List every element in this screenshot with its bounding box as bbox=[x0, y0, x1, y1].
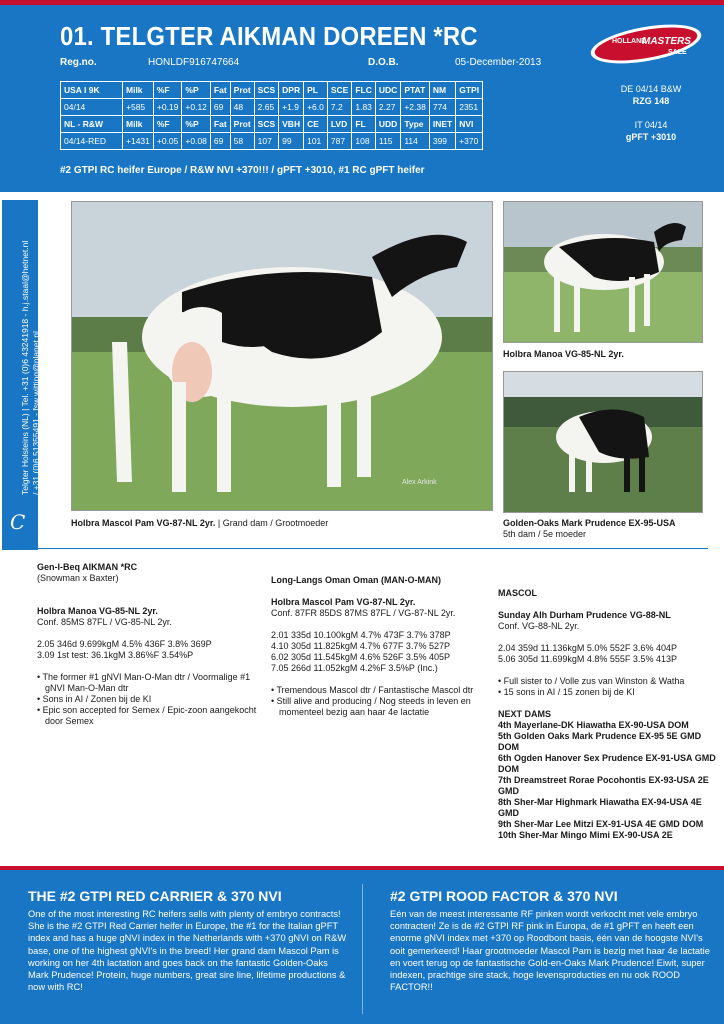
table-cell: 99 bbox=[279, 133, 304, 150]
table-cell: +1431 bbox=[123, 133, 154, 150]
table-cell: +0.08 bbox=[182, 133, 211, 150]
list-item: • Tremendous Mascol dtr / Fantastische Mascol dtr bbox=[271, 685, 486, 696]
col1-dam: Holbra Manoa VG-85-NL 2yr. bbox=[37, 606, 158, 616]
table-cell: %P bbox=[182, 116, 211, 133]
logo-text-top: HOLLAND bbox=[612, 38, 647, 45]
page-title: 01. TELGTER AIKMAN DOREEN *RC bbox=[60, 21, 478, 51]
col2-lact-1: 2.01 335d 10.100kgM 4.7% 473F 3.7% 378P bbox=[271, 630, 451, 640]
col2-sire: Long-Langs Oman Oman (MAN-O-MAN) bbox=[271, 575, 441, 585]
table-cell: PL bbox=[304, 82, 328, 99]
table-cell: DPR bbox=[279, 82, 304, 99]
col2-lact-2: 4.10 305d 11.825kgM 4.7% 677F 3.7% 527P bbox=[271, 641, 450, 651]
next-dams-title: NEXT DAMS bbox=[498, 709, 552, 719]
footer-left-text: One of the most interesting RC heifers sells with plenty of embryo contracts! She is the #2 GTPI Red Carrier heifer in Europe, the #1 for the Italian gPFT index and has a huge gNVI index in the Netherlands with +370 gNVI on R&W base, one of the highest gNVI's in the breed! Her grand dam Mascol Pam is working on her 4th lactation and goes back on the fantastic Golden-Oaks Mark Prudence! Protein, huge numbers, great sire line, lifetime productions & now with RC! bbox=[28, 909, 347, 993]
table-cell: +585 bbox=[123, 99, 154, 116]
de-index-value: RZG 148 bbox=[632, 96, 670, 106]
contact-line-2: / +31 (0)6 51355491 - fsw.witting@planet.nl bbox=[31, 331, 41, 495]
col3-bullets bbox=[498, 676, 718, 698]
table-cell: 2.27 bbox=[375, 99, 400, 116]
header-panel bbox=[0, 5, 724, 192]
table-cell: 108 bbox=[352, 133, 376, 150]
table-cell: +2.38 bbox=[401, 99, 430, 116]
table-cell: +370 bbox=[456, 133, 483, 150]
table-cell: 2351 bbox=[456, 99, 483, 116]
table-row bbox=[61, 99, 483, 116]
table-cell: 7.2 bbox=[327, 99, 351, 116]
list-item: • Sons in AI / Zonen bij de KI bbox=[37, 694, 257, 705]
table-cell: Milk bbox=[123, 82, 154, 99]
table-row bbox=[61, 116, 483, 133]
col3-lact-1: 2.04 359d 11.136kgM 5.0% 552F 3.6% 404P bbox=[498, 643, 677, 653]
table-cell: +0.12 bbox=[182, 99, 211, 116]
main-photo bbox=[71, 201, 493, 511]
telgter-logo-icon: C bbox=[10, 510, 26, 534]
col1-bullets bbox=[37, 672, 257, 727]
main-photo-caption bbox=[71, 518, 493, 529]
table-cell: 787 bbox=[327, 133, 351, 150]
next-dam-4: 4th Mayerlane-DK Hiawatha EX-90-USA DOM bbox=[498, 720, 689, 730]
table-cell: FLC bbox=[352, 82, 376, 99]
next-dam-9: 9th Sher-Mar Lee Mitzi EX-91-USA 4E GMD DOM bbox=[498, 819, 704, 829]
table-cell: 107 bbox=[254, 133, 278, 150]
holland-masters-sale-logo bbox=[588, 23, 706, 65]
table-cell: UDC bbox=[375, 82, 400, 99]
next-dam-8: 8th Sher-Mar Highmark Hiawatha EX-94-USA 4E GMD bbox=[498, 797, 702, 818]
section-divider bbox=[38, 548, 708, 549]
col2-lact-4: 7.05 266d 11.052kgM 4.2%F 3.5%P (Inc.) bbox=[271, 663, 438, 673]
table-cell: NL - R&W bbox=[61, 116, 123, 133]
table-cell: VBH bbox=[279, 116, 304, 133]
list-item: • The former #1 gNVI Man-O-Man dtr / Voormalige #1 gNVI Man-O-Man dtr bbox=[37, 672, 257, 694]
table-cell: 101 bbox=[304, 133, 328, 150]
list-item: • Epic son accepted for Semex / Epic-zoon aangekocht door Semex bbox=[37, 705, 257, 727]
table-row bbox=[61, 82, 483, 99]
list-item: • Full sister to / Volle zus van Winston & Watha bbox=[498, 676, 718, 687]
col1-sire-line: (Snowman x Baxter) bbox=[37, 573, 119, 583]
table-cell: 115 bbox=[375, 133, 400, 150]
bottom-right-caption-name: Golden-Oaks Mark Prudence EX-95-USA bbox=[503, 518, 676, 528]
bottom-right-caption-sub: 5th dam / 5e moeder bbox=[503, 529, 587, 539]
bottom-right-caption bbox=[503, 518, 713, 540]
cow-photo-main-icon bbox=[72, 202, 493, 511]
table-cell: Type bbox=[401, 116, 430, 133]
col3-dam: Sunday Alh Durham Prudence VG-88-NL bbox=[498, 610, 671, 620]
table-cell: GTPI bbox=[456, 82, 483, 99]
table-cell: +0.19 bbox=[153, 99, 182, 116]
reg-value: HONLDF916747664 bbox=[148, 57, 240, 68]
table-cell: 69 bbox=[210, 133, 230, 150]
table-cell: Prot bbox=[230, 116, 254, 133]
contact-line-1: Telgter Holsteins (NL) | Tel. +31 (0)6 43241918 - h.j.staal@hetnet.nl bbox=[20, 240, 30, 495]
table-cell: 114 bbox=[401, 133, 430, 150]
logo-text-mid: MASTERS bbox=[642, 36, 691, 47]
bottom-right-photo bbox=[503, 371, 703, 513]
table-cell: 399 bbox=[429, 133, 455, 150]
table-cell: NM bbox=[429, 82, 455, 99]
reg-label: Reg.no. bbox=[60, 57, 97, 68]
dob-value: 05-December-2013 bbox=[455, 57, 542, 68]
list-item: • Still alive and producing / Nog steeds in leven en momenteel bezig aan haar 4e lactatie bbox=[271, 696, 486, 718]
table-cell: 1.83 bbox=[352, 99, 376, 116]
table-cell: Milk bbox=[123, 116, 154, 133]
table-cell: %P bbox=[182, 82, 211, 99]
col1-dam-conf: Conf. 85MS 87FL / VG-85-NL 2yr. bbox=[37, 617, 172, 627]
col2-lact-3: 6.02 305d 11.545kgM 4.6% 526F 3.5% 405P bbox=[271, 652, 450, 662]
next-dam-6: 6th Ogden Hanover Sex Prudence EX-91-USA GMD DOM bbox=[498, 753, 716, 774]
foreign-index-box bbox=[596, 83, 706, 143]
photo-watermark: Alex Arkink bbox=[402, 479, 437, 486]
table-cell: USA I 9K bbox=[61, 82, 123, 99]
footer-divider bbox=[362, 884, 363, 1014]
table-cell: %F bbox=[153, 82, 182, 99]
col3-sire: MASCOL bbox=[498, 588, 537, 598]
footer-left-title: THE #2 GTPI RED CARRIER & 370 NVI bbox=[28, 888, 282, 904]
table-cell: PTAT bbox=[401, 82, 430, 99]
top-right-caption: Holbra Manoa VG-85-NL 2yr. bbox=[503, 349, 624, 359]
table-cell: SCS bbox=[254, 116, 278, 133]
table-cell: 48 bbox=[230, 99, 254, 116]
table-row bbox=[61, 133, 483, 150]
table-cell: Fat bbox=[210, 82, 230, 99]
table-cell: FL bbox=[352, 116, 376, 133]
logo-text-bot: SALE bbox=[668, 49, 687, 56]
next-dam-5: 5th Golden Oaks Mark Prudence EX-95 5E GMD DOM bbox=[498, 731, 702, 752]
table-cell: Fat bbox=[210, 116, 230, 133]
table-cell: 58 bbox=[230, 133, 254, 150]
table-cell: 774 bbox=[429, 99, 455, 116]
footer-right-title: #2 GTPI ROOD FACTOR & 370 NVI bbox=[390, 888, 618, 904]
table-cell: Prot bbox=[230, 82, 254, 99]
table-cell: 2.65 bbox=[254, 99, 278, 116]
table-cell: +6.0 bbox=[304, 99, 328, 116]
de-index-label: DE 04/14 B&W bbox=[620, 84, 682, 94]
table-cell: 04/14 bbox=[61, 99, 123, 116]
index-table bbox=[60, 81, 483, 150]
table-cell: SCS bbox=[254, 82, 278, 99]
it-index-value: gPFT +3010 bbox=[625, 132, 677, 142]
table-cell: +1.9 bbox=[279, 99, 304, 116]
next-dam-7: 7th Dreamstreet Rorae Pocohontis EX-93-USA 2E GMD bbox=[498, 775, 709, 796]
table-cell: +0.05 bbox=[153, 133, 182, 150]
col2-bullets bbox=[271, 685, 486, 718]
table-cell: INET bbox=[429, 116, 455, 133]
top-right-photo bbox=[503, 201, 703, 343]
table-cell: NVI bbox=[456, 116, 483, 133]
main-caption-name: Holbra Mascol Pam VG-87-NL 2yr. bbox=[71, 518, 216, 528]
main-caption-sub: | Grand dam / Grootmoeder bbox=[217, 518, 329, 528]
col3-lact-2: 5.06 305d 11.699kgM 4.8% 555F 3.5% 413P bbox=[498, 654, 677, 664]
table-cell: UDD bbox=[375, 116, 400, 133]
table-cell: 04/14-RED bbox=[61, 133, 123, 150]
pedigree-col-granddam bbox=[271, 575, 486, 718]
footer-right-text: Eén van de meest interessante RF pinken wordt verkocht met vele embryo contracten! Ze is de #2 GTPI RF pink in Europa, de #1 gPFT en heeft een enorme gNVI index met +370 op Roodbont basis, één van de hoogste NVI's ooit gemerkeerd! Haar grootmoeder Mascol Pam is bezig met haar 4e lactatie en voert terug op de fantastische Gold-en-Oaks Mark Prudence! Eiwit, super indexen, prachtige sire stack, hoge levensproducties en nu ook ROOD FACTOR!! bbox=[390, 909, 710, 993]
contact-text bbox=[20, 241, 42, 495]
cow-photo-bottom-right-icon bbox=[504, 372, 703, 513]
list-item: • 15 sons in AI / 15 zonen bij de KI bbox=[498, 687, 718, 698]
col1-lact-2: 3.09 1st test: 36.1kgM 3.86%F 3.54%P bbox=[37, 650, 194, 660]
col1-lact-1: 2.05 346d 9.699kgM 4.5% 436F 3.8% 369P bbox=[37, 639, 212, 649]
cow-photo-top-right-icon bbox=[504, 202, 703, 343]
table-cell: CE bbox=[304, 116, 328, 133]
col1-sire: Gen-I-Beq AIKMAN *RC bbox=[37, 562, 138, 572]
col2-dam: Holbra Mascol Pam VG-87-NL 2yr. bbox=[271, 597, 416, 607]
dob-label: D.O.B. bbox=[368, 57, 399, 68]
col3-dam-conf: Conf. VG-88-NL 2yr. bbox=[498, 621, 580, 631]
table-cell: LVD bbox=[327, 116, 351, 133]
col2-dam-conf: Conf. 87FR 85DS 87MS 87FL / VG-87-NL 2yr. bbox=[271, 608, 456, 618]
table-cell: SCE bbox=[327, 82, 351, 99]
it-index-label: IT 04/14 bbox=[634, 120, 668, 130]
next-dam-10: 10th Sher-Mar Mingo Mimi EX-90-USA 2E bbox=[498, 830, 673, 840]
table-cell: 69 bbox=[210, 99, 230, 116]
pedigree-col-sire-dam bbox=[37, 562, 257, 727]
table-cell: %F bbox=[153, 116, 182, 133]
headline: #2 GTPI RC heifer Europe / R&W NVI +370!!! / gPFT +3010, #1 RC gPFT heifer bbox=[60, 165, 425, 176]
pedigree-col-great-granddam bbox=[498, 588, 718, 841]
footer-panel bbox=[0, 870, 724, 1024]
